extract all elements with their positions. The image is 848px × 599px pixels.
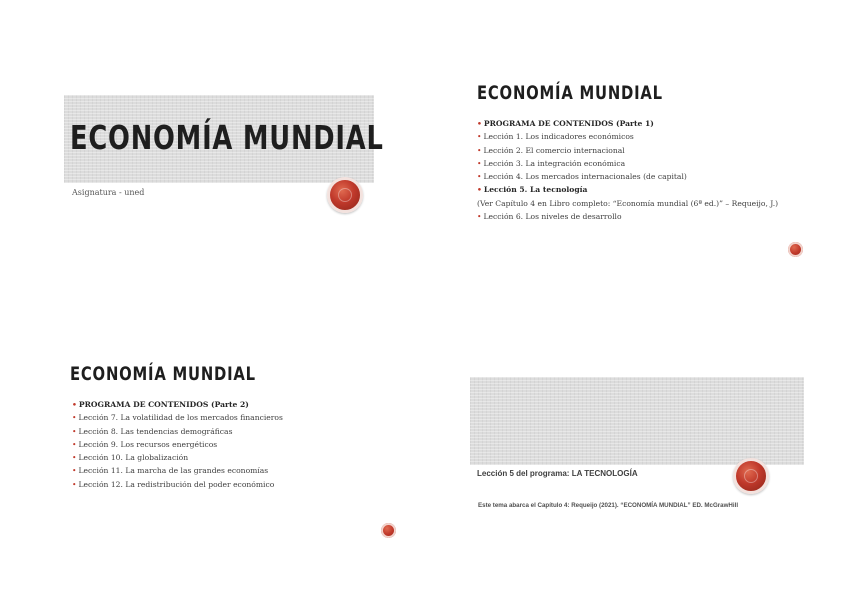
slide-title: ECONOMÍA MUNDIAL — [70, 363, 256, 385]
list-item: • Lección 8. Las tendencias demográficas — [72, 425, 283, 438]
list-item: • Lección 12. La redistribución del poder económico — [72, 478, 283, 491]
chapter-note: Este tema abarca el Capítulo 4: Requeijo (2021). “ECONOMÍA MUNDIAL” ED. McGrawHill — [478, 502, 739, 509]
accent-dot — [788, 242, 803, 257]
slide-2 — [424, 0, 848, 300]
title-banner — [470, 377, 804, 465]
slide-3 — [0, 300, 424, 599]
slide-subtitle: Asignatura - uned — [72, 188, 145, 197]
list-item: (Ver Capítulo 4 en Libro completo: “Economía mundial (6ª ed.)” – Requeijo, J.) — [477, 198, 779, 208]
list-item: • Lección 11. La marcha de las grandes economías — [72, 464, 283, 477]
slide-title: ECONOMÍA MUNDIAL — [477, 82, 663, 104]
slide-1 — [0, 0, 424, 300]
list-item: • Lección 6. Los niveles de desarrollo — [477, 210, 778, 223]
list-item: • Lección 5. La tecnología — [477, 183, 778, 196]
program-list-part-1 — [477, 117, 778, 223]
program-list-part-2 — [72, 398, 283, 491]
list-item: • Lección 4. Los mercados internacionales (de capital) — [477, 170, 778, 183]
list-item: • Lección 7. La volatilidad de los mercados financieros — [72, 411, 283, 424]
accent-circle — [327, 177, 363, 213]
list-item: • Lección 3. La integración económica — [477, 157, 778, 170]
list-item: • Lección 1. Los indicadores económicos — [477, 130, 778, 143]
lesson-heading: Lección 5 del programa: LA TECNOLOGÍA — [477, 469, 638, 478]
slide-4 — [424, 300, 848, 599]
list-item: • PROGRAMA DE CONTENIDOS (Parte 1) — [477, 117, 778, 130]
list-item: • Lección 2. El comercio internacional — [477, 144, 778, 157]
list-item: • Lección 10. La globalización — [72, 451, 283, 464]
accent-circle — [733, 458, 769, 494]
list-item: • Lección 9. Los recursos energéticos — [72, 438, 283, 451]
accent-dot — [381, 523, 396, 538]
list-item: • PROGRAMA DE CONTENIDOS (Parte 2) — [72, 398, 283, 411]
slide-title: ECONOMÍA MUNDIAL — [70, 118, 384, 157]
